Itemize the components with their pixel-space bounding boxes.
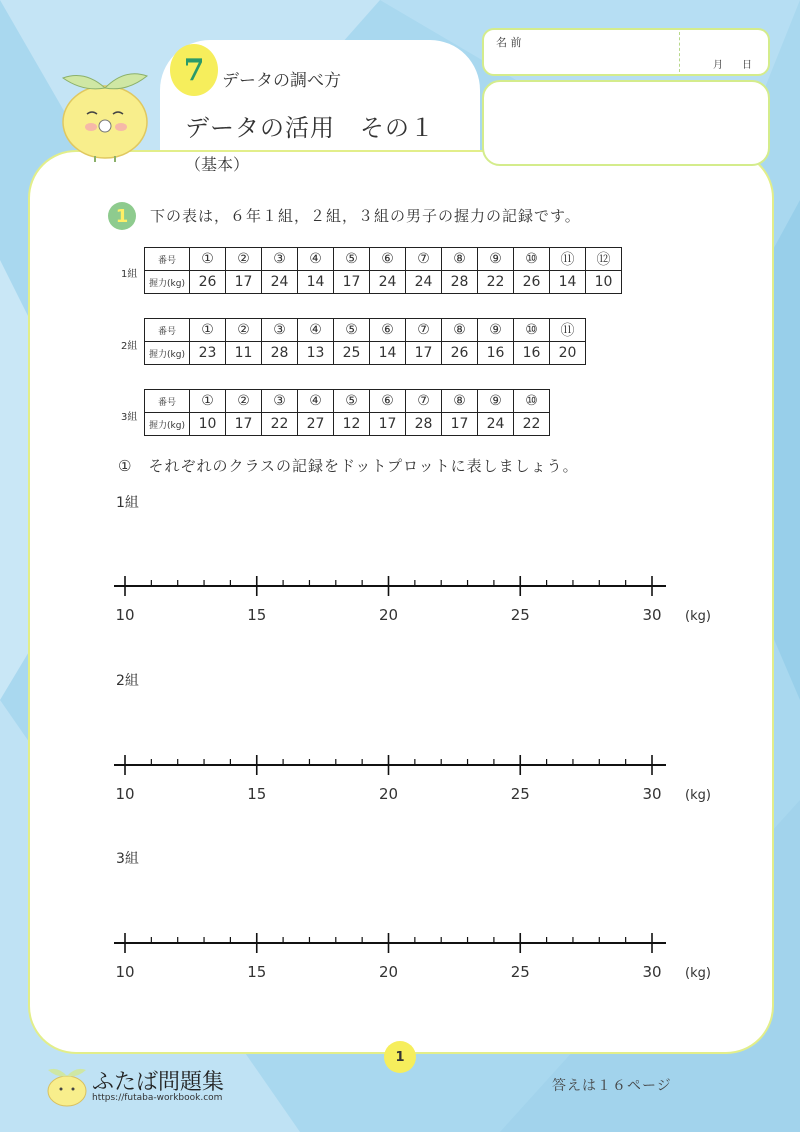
table-cell: 24: [262, 271, 298, 294]
table-cell: ⑩: [514, 319, 550, 342]
table-cell: ⑧: [442, 319, 478, 342]
axis-tick-label: 20: [378, 606, 399, 624]
table-cell: ④: [298, 390, 334, 413]
table-cell: ⑦: [406, 390, 442, 413]
table-cell: 17: [334, 271, 370, 294]
day-label: 日: [742, 60, 752, 71]
table-cell: 20: [550, 342, 586, 365]
table-cell: ⑫: [586, 248, 622, 271]
sub-question-text: ① それぞれのクラスの記録をドットプロットに表しましょう。: [118, 457, 579, 475]
plot-class-label-2: 2組: [116, 673, 139, 689]
row-label: 握力(kg): [145, 342, 190, 365]
number-line-1[interactable]: [100, 575, 711, 625]
page-number: 1: [384, 1041, 416, 1073]
row-label: 番号: [145, 390, 190, 413]
row-label: 握力(kg): [145, 271, 190, 294]
page-title: データの活用 その１: [185, 114, 435, 142]
axis-unit-label: (kg): [685, 788, 711, 803]
axis-tick-label: 25: [510, 963, 530, 981]
table-cell: ⑦: [406, 319, 442, 342]
table-row-numbers: [145, 248, 622, 271]
unit-title: データの調べ方: [222, 71, 341, 91]
table-cell: 14: [550, 271, 586, 294]
table-cell: 17: [406, 342, 442, 365]
table-cell: 10: [190, 413, 226, 436]
axis-tick-label: 10: [115, 963, 135, 981]
table-cell: ③: [262, 319, 298, 342]
plot-class-label-1: 1組: [116, 495, 139, 511]
axis-unit-label: (kg): [685, 609, 711, 624]
table-group-label-2: 2組: [121, 341, 138, 352]
table-cell: 17: [226, 413, 262, 436]
record-table-2: [144, 318, 586, 365]
table-cell: ⑥: [370, 248, 406, 271]
row-label: 番号: [145, 248, 190, 271]
table-cell: 12: [334, 413, 370, 436]
table-cell: ⑧: [442, 390, 478, 413]
table-cell: 26: [514, 271, 550, 294]
table-row-values: [145, 413, 550, 436]
table-group-label-1: 1組: [121, 269, 138, 280]
table-cell: ⑦: [406, 248, 442, 271]
table-cell: ①: [190, 248, 226, 271]
table-cell: ⑨: [478, 248, 514, 271]
table-cell: ⑨: [478, 319, 514, 342]
number-line-2[interactable]: [100, 754, 711, 804]
page-subtitle: （基本）: [185, 155, 250, 174]
table-cell: ②: [226, 319, 262, 342]
table-cell: ⑥: [370, 319, 406, 342]
table-cell: 25: [334, 342, 370, 365]
question-text: 下の表は，６年１組，２組，３組の男子の握力の記録です。: [150, 207, 581, 225]
table-cell: ⑤: [334, 248, 370, 271]
table-cell: 22: [262, 413, 298, 436]
table-cell: 28: [262, 342, 298, 365]
table-cell: 24: [370, 271, 406, 294]
table-cell: 13: [298, 342, 334, 365]
answer-reference: 答えは１６ページ: [552, 1078, 672, 1094]
table-cell: 24: [478, 413, 514, 436]
table-cell: ⑩: [514, 248, 550, 271]
table-cell: 22: [514, 413, 550, 436]
table-group-label-3: 3組: [121, 412, 138, 423]
axis-tick-label: 10: [115, 606, 135, 624]
axis-tick-label: 20: [378, 785, 399, 803]
record-table-1: [144, 247, 622, 294]
table-cell: 17: [370, 413, 406, 436]
table-cell: 23: [190, 342, 226, 365]
table-cell: ②: [226, 248, 262, 271]
month-label: 月: [713, 60, 723, 71]
number-line-3[interactable]: [100, 932, 711, 982]
table-cell: ①: [190, 390, 226, 413]
table-cell: ④: [298, 319, 334, 342]
name-label: 名 前: [496, 36, 522, 49]
table-cell: 16: [478, 342, 514, 365]
mascot-icon: [55, 62, 155, 162]
axis-tick-label: 30: [642, 963, 662, 981]
axis-tick-label: 20: [378, 963, 399, 981]
axis-tick-label: 15: [247, 785, 267, 803]
table-cell: 24: [406, 271, 442, 294]
table-cell: ①: [190, 319, 226, 342]
table-cell: ⑤: [334, 319, 370, 342]
table-row-values: [145, 342, 586, 365]
unit-number-badge: 7: [170, 44, 218, 96]
table-cell: ⑩: [514, 390, 550, 413]
table-cell: 26: [190, 271, 226, 294]
table-cell: 14: [370, 342, 406, 365]
table-row-values: [145, 271, 622, 294]
axis-tick-label: 30: [642, 606, 662, 624]
table-cell: ③: [262, 248, 298, 271]
table-row-numbers: [145, 390, 550, 413]
row-label: 握力(kg): [145, 413, 190, 436]
brand-url[interactable]: https://futaba-workbook.com: [92, 1093, 223, 1103]
table-cell: ③: [262, 390, 298, 413]
table-cell: ⑪: [550, 248, 586, 271]
table-cell: ⑧: [442, 248, 478, 271]
table-cell: 28: [406, 413, 442, 436]
table-cell: 17: [442, 413, 478, 436]
plot-class-label-3: 3組: [116, 851, 139, 867]
table-cell: ⑤: [334, 390, 370, 413]
record-table-3: [144, 389, 550, 436]
table-cell: 27: [298, 413, 334, 436]
row-label: 番号: [145, 319, 190, 342]
table-row-numbers: [145, 319, 586, 342]
brand-mascot-icon: [44, 1064, 90, 1108]
table-cell: 10: [586, 271, 622, 294]
table-cell: ④: [298, 248, 334, 271]
name-field[interactable]: [482, 28, 770, 76]
axis-tick-label: 25: [510, 606, 530, 624]
table-cell: ⑥: [370, 390, 406, 413]
brand-name: ふたば問題集: [92, 1070, 225, 1095]
axis-tick-label: 15: [247, 963, 267, 981]
axis-tick-label: 15: [247, 606, 267, 624]
question-number-badge: 1: [108, 202, 136, 230]
table-cell: 17: [226, 271, 262, 294]
table-cell: 14: [298, 271, 334, 294]
table-cell: 28: [442, 271, 478, 294]
name-divider: [679, 32, 680, 72]
table-cell: 26: [442, 342, 478, 365]
score-box[interactable]: [482, 80, 770, 166]
table-cell: ②: [226, 390, 262, 413]
table-cell: ⑪: [550, 319, 586, 342]
axis-tick-label: 25: [510, 785, 530, 803]
table-cell: ⑨: [478, 390, 514, 413]
table-cell: 11: [226, 342, 262, 365]
axis-tick-label: 30: [642, 785, 662, 803]
axis-tick-label: 10: [115, 785, 135, 803]
axis-unit-label: (kg): [685, 966, 711, 981]
table-cell: 22: [478, 271, 514, 294]
table-cell: 16: [514, 342, 550, 365]
